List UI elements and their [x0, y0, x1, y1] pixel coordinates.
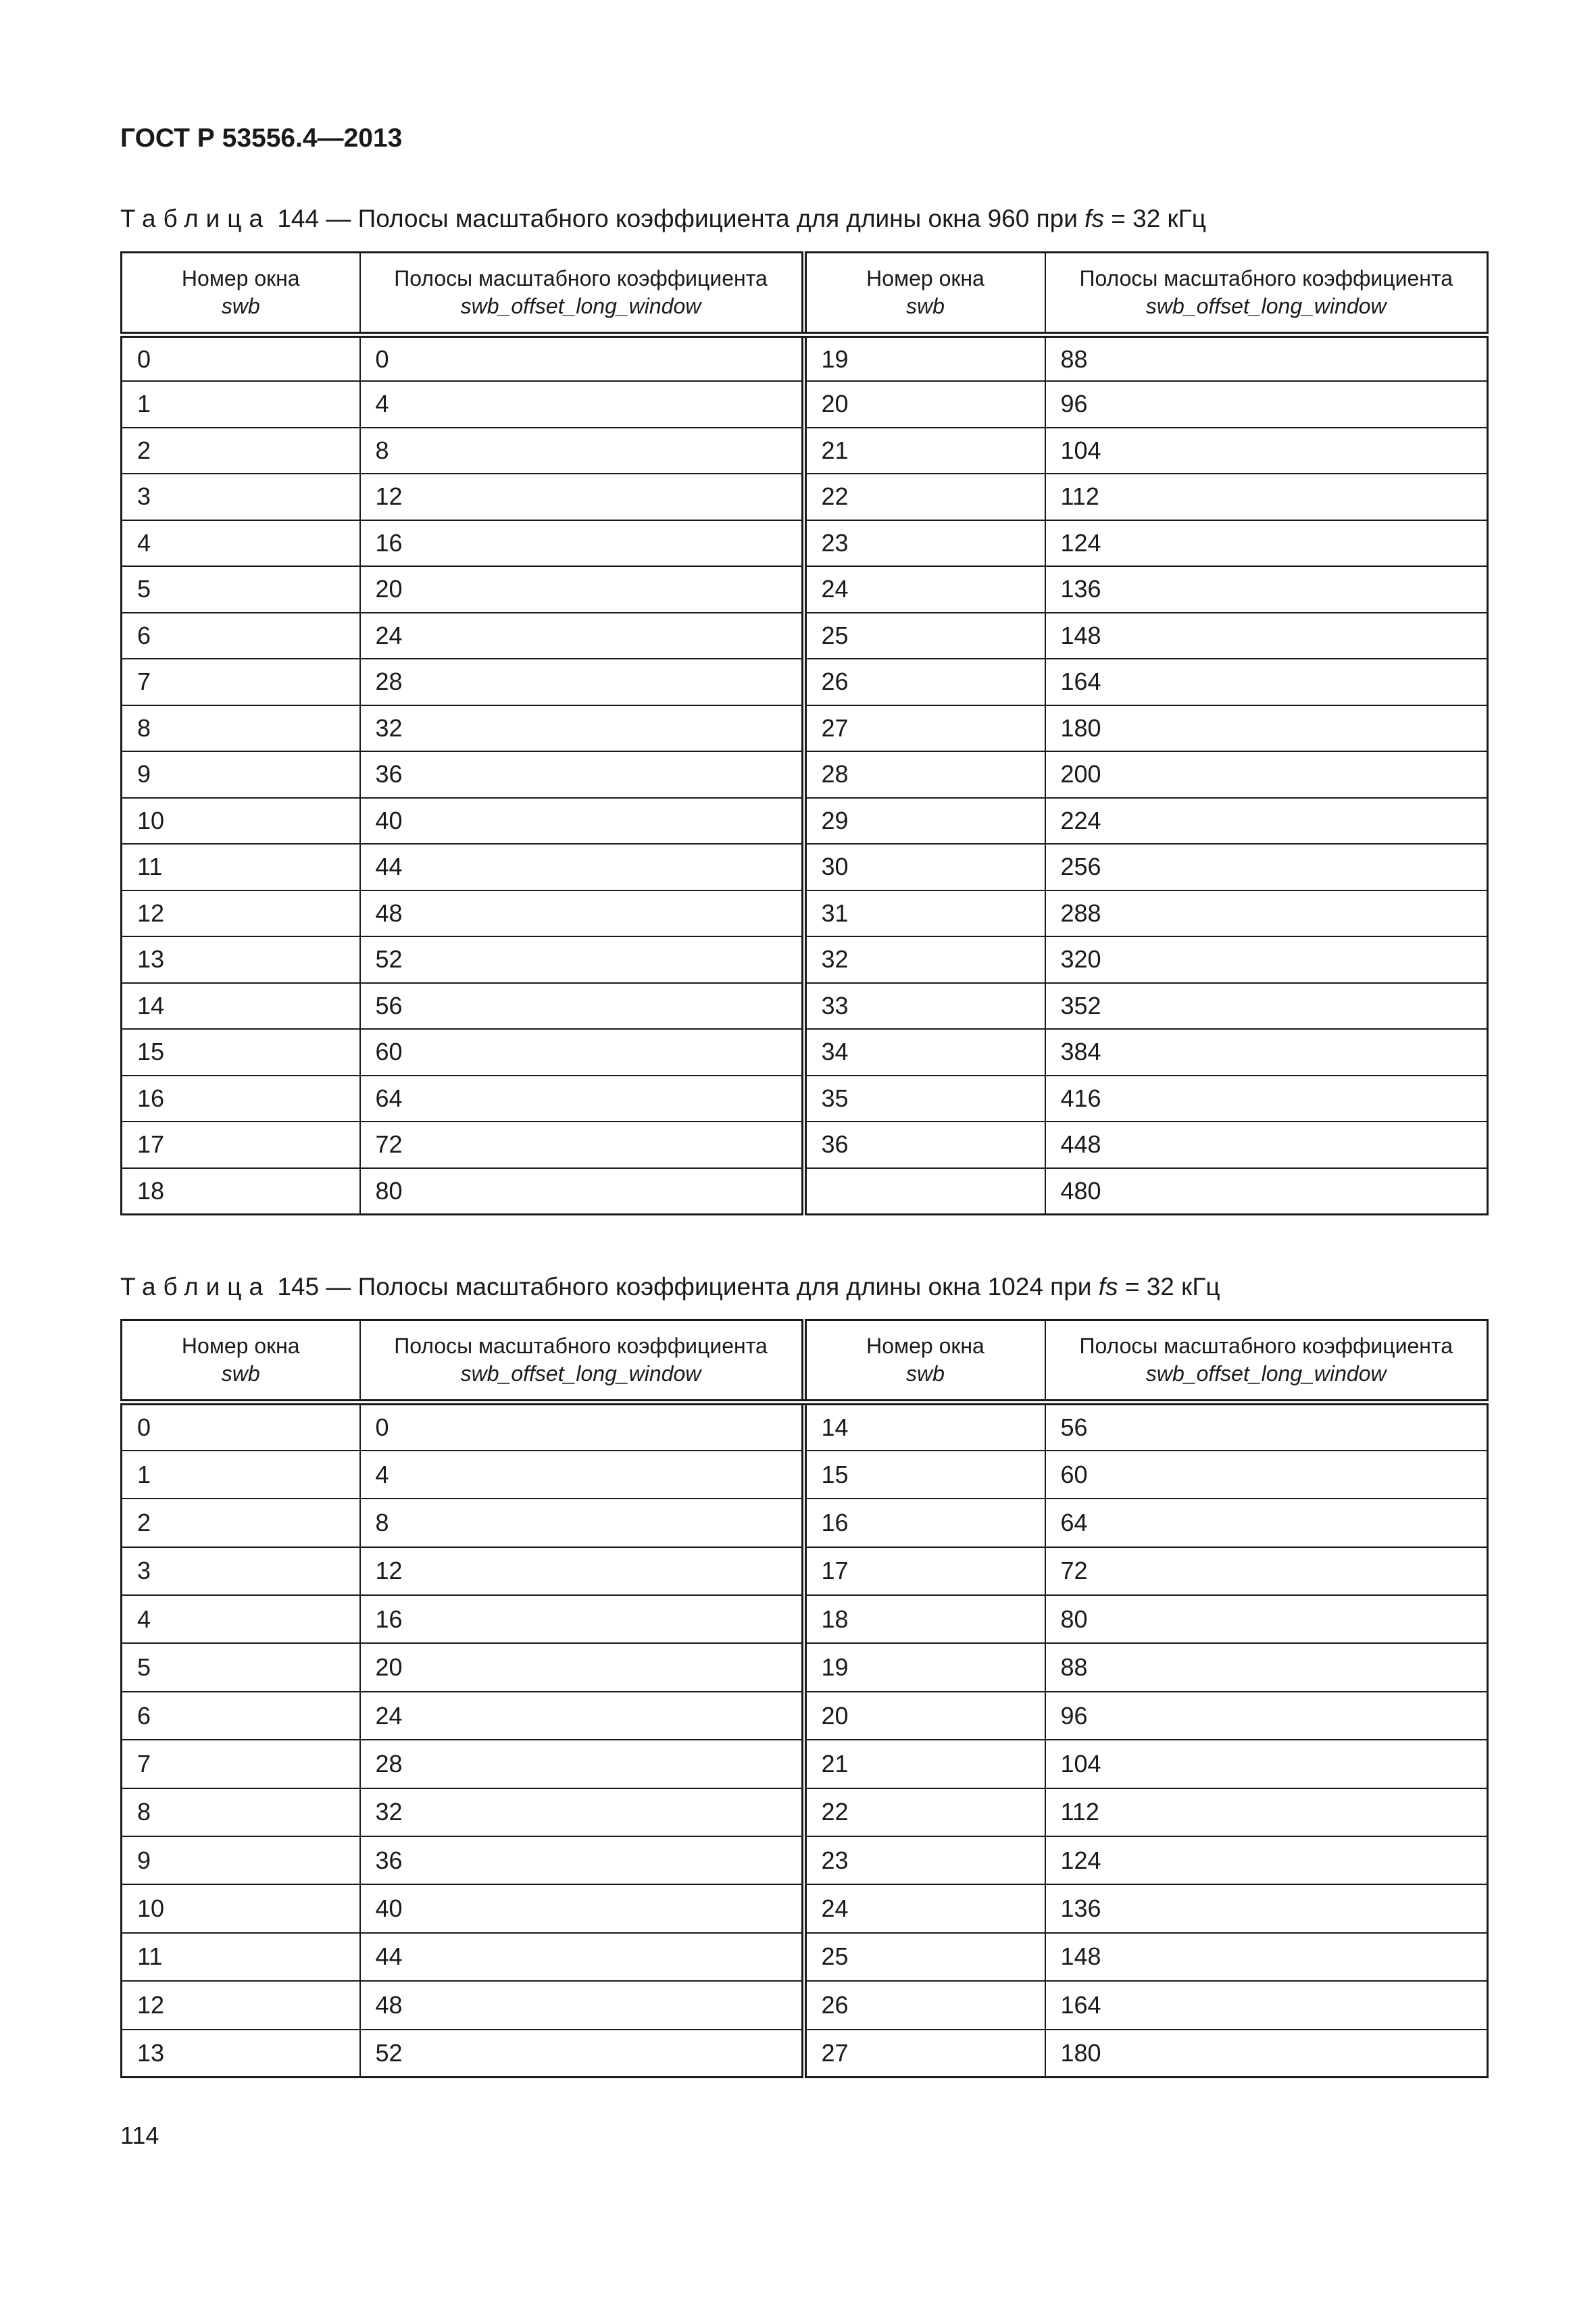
cell-window-number: 19 — [804, 335, 1045, 382]
cell-band-offset: 96 — [1045, 1692, 1488, 1740]
cell-band-offset: 104 — [1045, 428, 1488, 474]
table-row — [122, 428, 1488, 474]
cell-band-offset: 44 — [360, 844, 804, 890]
table-144 — [120, 251, 1489, 1215]
cell-window-number: 18 — [804, 1595, 1045, 1643]
cell-window-number: 3 — [122, 1547, 360, 1595]
cell-window-number: 8 — [122, 1788, 360, 1836]
table-row — [122, 613, 1488, 659]
cell-window-number: 23 — [804, 1836, 1045, 1884]
cell-window-number: 9 — [122, 1836, 360, 1884]
cell-band-offset: 28 — [360, 1740, 804, 1788]
cell-band-offset: 124 — [1045, 520, 1488, 567]
cell-band-offset: 0 — [360, 1403, 804, 1451]
cell-window-number: 14 — [122, 983, 360, 1030]
cell-window-number: 13 — [122, 936, 360, 983]
table-row — [122, 1933, 1488, 1981]
cell-band-offset: 4 — [360, 1451, 804, 1499]
cell-band-offset: 80 — [1045, 1595, 1488, 1643]
table-header-row — [122, 1320, 1488, 1403]
table-row — [122, 1788, 1488, 1836]
table-row — [122, 1029, 1488, 1076]
cell-band-offset: 20 — [360, 1643, 804, 1691]
cell-window-number: 15 — [804, 1451, 1045, 1499]
table-row — [122, 1122, 1488, 1168]
table-145-caption — [120, 1273, 1220, 1301]
table-row — [122, 1981, 1488, 2029]
header-scale-factor-bands: Полосы масштабного коэффициента swb_offset_long_window — [360, 1320, 804, 1403]
cell-window-number: 8 — [122, 705, 360, 752]
cell-band-offset: 112 — [1045, 1788, 1488, 1836]
cell-band-offset: 48 — [360, 1981, 804, 2029]
page-number: 114 — [120, 2121, 159, 2149]
cell-band-offset: 8 — [360, 428, 804, 474]
cell-band-offset: 72 — [360, 1122, 804, 1168]
cell-window-number: 17 — [122, 1122, 360, 1168]
cell-window-number: 14 — [804, 1403, 1045, 1451]
cell-window-number: 31 — [804, 890, 1045, 937]
cell-band-offset: 0 — [360, 335, 804, 382]
cell-window-number: 2 — [122, 1499, 360, 1546]
caption-label: Таблица — [120, 1273, 271, 1301]
cell-band-offset: 224 — [1045, 798, 1488, 845]
cell-band-offset: 72 — [1045, 1547, 1488, 1595]
table-row — [122, 983, 1488, 1030]
cell-window-number: 25 — [804, 1933, 1045, 1981]
caption-unit: = 32 кГц — [1111, 205, 1206, 232]
cell-band-offset: 36 — [360, 1836, 804, 1884]
cell-window-number: 17 — [804, 1547, 1045, 1595]
header-scale-factor-bands: Полосы масштабного коэффициента swb_offset_long_window — [1045, 253, 1488, 335]
table-row — [122, 1403, 1488, 1451]
header-window-number: Номер окна swb — [122, 253, 360, 335]
cell-window-number: 4 — [122, 1595, 360, 1643]
header-window-number: Номер окна swb — [804, 253, 1045, 335]
cell-band-offset: 56 — [360, 983, 804, 1030]
cell-window-number: 7 — [122, 1740, 360, 1788]
cell-window-number: 3 — [122, 474, 360, 520]
table-row — [122, 1451, 1488, 1499]
caption-label: Таблица — [120, 205, 271, 232]
cell-band-offset: 136 — [1045, 566, 1488, 613]
table-row — [122, 659, 1488, 705]
cell-window-number: 0 — [122, 335, 360, 382]
table-row — [122, 1547, 1488, 1595]
cell-window-number: 24 — [804, 1884, 1045, 1932]
cell-band-offset: 180 — [1045, 705, 1488, 752]
cell-band-offset: 16 — [360, 1595, 804, 1643]
cell-window-number: 32 — [804, 936, 1045, 983]
cell-window-number: 9 — [122, 751, 360, 798]
caption-variable: fs — [1084, 205, 1104, 232]
table-header-row — [122, 253, 1488, 335]
cell-window-number: 26 — [804, 659, 1045, 705]
cell-window-number: 2 — [122, 428, 360, 474]
table-row — [122, 1692, 1488, 1740]
cell-band-offset: 164 — [1045, 1981, 1488, 2029]
caption-unit: = 32 кГц — [1124, 1273, 1220, 1301]
cell-band-offset: 8 — [360, 1499, 804, 1546]
cell-window-number: 23 — [804, 520, 1045, 567]
cell-band-offset: 96 — [1045, 381, 1488, 428]
cell-band-offset: 416 — [1045, 1076, 1488, 1122]
cell-band-offset: 24 — [360, 613, 804, 659]
table-row — [122, 1499, 1488, 1546]
cell-window-number: 33 — [804, 983, 1045, 1030]
header-scale-factor-bands: Полосы масштабного коэффициента swb_offset_long_window — [1045, 1320, 1488, 1403]
cell-band-offset: 44 — [360, 1933, 804, 1981]
table-row — [122, 751, 1488, 798]
header-window-number: Номер окна swb — [122, 1320, 360, 1403]
cell-window-number: 12 — [122, 1981, 360, 2029]
table-row — [122, 335, 1488, 382]
cell-window-number: 15 — [122, 1029, 360, 1076]
cell-window-number: 16 — [804, 1499, 1045, 1546]
cell-band-offset: 480 — [1045, 1168, 1488, 1215]
cell-window-number: 24 — [804, 566, 1045, 613]
cell-band-offset: 200 — [1045, 751, 1488, 798]
caption-number: 145 — [277, 1273, 320, 1301]
cell-band-offset: 40 — [360, 798, 804, 845]
cell-band-offset: 16 — [360, 520, 804, 567]
document-code: ГОСТ Р 53556.4—2013 — [120, 124, 403, 153]
cell-band-offset: 88 — [1045, 1643, 1488, 1691]
cell-band-offset: 60 — [1045, 1451, 1488, 1499]
cell-band-offset: 12 — [360, 474, 804, 520]
cell-window-number: 27 — [804, 705, 1045, 752]
cell-window-number: 16 — [122, 1076, 360, 1122]
cell-band-offset: 136 — [1045, 1884, 1488, 1932]
table-row — [122, 1076, 1488, 1122]
cell-window-number: 20 — [804, 1692, 1045, 1740]
cell-band-offset: 320 — [1045, 936, 1488, 983]
cell-band-offset: 56 — [1045, 1403, 1488, 1451]
caption-text: — Полосы масштабного коэффициента для длины окна 960 при — [326, 205, 1078, 232]
cell-band-offset: 148 — [1045, 1933, 1488, 1981]
cell-band-offset: 52 — [360, 936, 804, 983]
cell-window-number: 27 — [804, 2030, 1045, 2078]
cell-window-number: 1 — [122, 381, 360, 428]
cell-window-number: 1 — [122, 1451, 360, 1499]
cell-band-offset: 256 — [1045, 844, 1488, 890]
cell-band-offset: 48 — [360, 890, 804, 937]
cell-window-number: 13 — [122, 2030, 360, 2078]
cell-band-offset: 180 — [1045, 2030, 1488, 2078]
cell-window-number: 22 — [804, 474, 1045, 520]
cell-band-offset: 12 — [360, 1547, 804, 1595]
cell-band-offset: 28 — [360, 659, 804, 705]
cell-window-number: 26 — [804, 1981, 1045, 2029]
table-row — [122, 520, 1488, 567]
table-row — [122, 2030, 1488, 2078]
cell-band-offset: 20 — [360, 566, 804, 613]
table-row — [122, 936, 1488, 983]
table-row — [122, 890, 1488, 937]
cell-window-number: 18 — [122, 1168, 360, 1215]
table-row — [122, 1884, 1488, 1932]
cell-window-number: 21 — [804, 1740, 1045, 1788]
table-row — [122, 1740, 1488, 1788]
cell-window-number: 5 — [122, 566, 360, 613]
cell-band-offset: 124 — [1045, 1836, 1488, 1884]
cell-window-number: 6 — [122, 1692, 360, 1740]
table-row — [122, 566, 1488, 613]
cell-band-offset: 60 — [360, 1029, 804, 1076]
cell-band-offset: 36 — [360, 751, 804, 798]
cell-window-number: 19 — [804, 1643, 1045, 1691]
cell-band-offset: 40 — [360, 1884, 804, 1932]
cell-band-offset: 448 — [1045, 1122, 1488, 1168]
table-row — [122, 705, 1488, 752]
cell-window-number: 12 — [122, 890, 360, 937]
cell-window-number: 5 — [122, 1643, 360, 1691]
cell-band-offset: 384 — [1045, 1029, 1488, 1076]
cell-window-number: 29 — [804, 798, 1045, 845]
cell-window-number: 25 — [804, 613, 1045, 659]
table-145 — [120, 1319, 1489, 2078]
cell-window-number: 34 — [804, 1029, 1045, 1076]
table-row — [122, 1836, 1488, 1884]
table-row — [122, 1168, 1488, 1215]
cell-band-offset: 24 — [360, 1692, 804, 1740]
cell-window-number: 10 — [122, 1884, 360, 1932]
table-144-caption — [120, 205, 1206, 233]
caption-variable: fs — [1098, 1273, 1118, 1301]
cell-window-number: 30 — [804, 844, 1045, 890]
cell-band-offset: 112 — [1045, 474, 1488, 520]
cell-band-offset: 164 — [1045, 659, 1488, 705]
table-row — [122, 798, 1488, 845]
cell-window-number: 21 — [804, 428, 1045, 474]
cell-band-offset: 80 — [360, 1168, 804, 1215]
cell-window-number: 4 — [122, 520, 360, 567]
cell-window-number: 11 — [122, 1933, 360, 1981]
cell-window-number: 22 — [804, 1788, 1045, 1836]
table-row — [122, 844, 1488, 890]
cell-band-offset: 32 — [360, 1788, 804, 1836]
cell-band-offset: 64 — [1045, 1499, 1488, 1546]
cell-band-offset: 88 — [1045, 335, 1488, 382]
cell-window-number: 10 — [122, 798, 360, 845]
table-row — [122, 1595, 1488, 1643]
cell-band-offset: 32 — [360, 705, 804, 752]
cell-band-offset: 52 — [360, 2030, 804, 2078]
cell-window-number: 11 — [122, 844, 360, 890]
cell-window-number: 36 — [804, 1122, 1045, 1168]
cell-band-offset: 64 — [360, 1076, 804, 1122]
header-scale-factor-bands: Полосы масштабного коэффициента swb_offset_long_window — [360, 253, 804, 335]
cell-window-number: 6 — [122, 613, 360, 659]
cell-window-number — [804, 1168, 1045, 1215]
cell-window-number: 35 — [804, 1076, 1045, 1122]
caption-number: 144 — [277, 205, 320, 232]
cell-band-offset: 352 — [1045, 983, 1488, 1030]
cell-band-offset: 104 — [1045, 1740, 1488, 1788]
cell-band-offset: 288 — [1045, 890, 1488, 937]
cell-window-number: 7 — [122, 659, 360, 705]
cell-window-number: 20 — [804, 381, 1045, 428]
table-row — [122, 474, 1488, 520]
cell-band-offset: 148 — [1045, 613, 1488, 659]
table-row — [122, 381, 1488, 428]
table-row — [122, 1643, 1488, 1691]
caption-text: — Полосы масштабного коэффициента для длины окна 1024 при — [326, 1273, 1092, 1301]
cell-band-offset: 4 — [360, 381, 804, 428]
cell-window-number: 0 — [122, 1403, 360, 1451]
cell-window-number: 28 — [804, 751, 1045, 798]
header-window-number: Номер окна swb — [804, 1320, 1045, 1403]
